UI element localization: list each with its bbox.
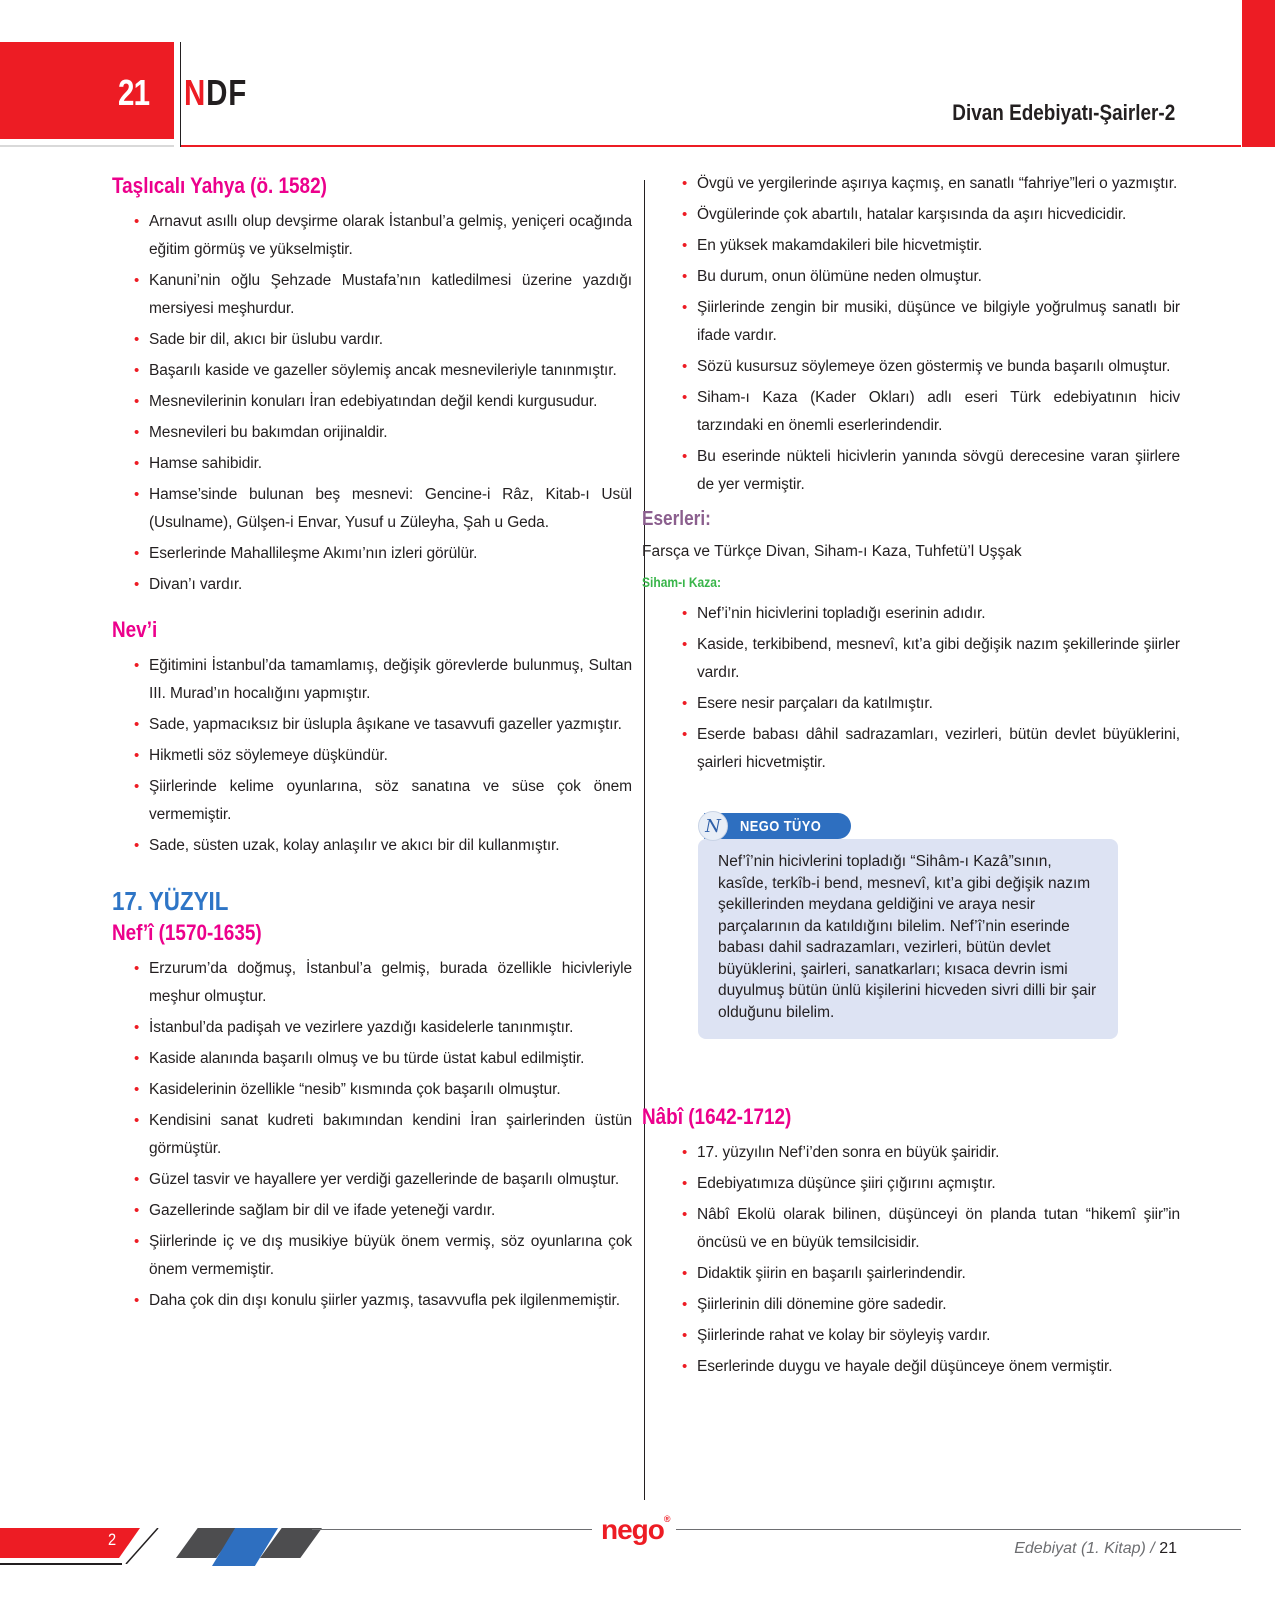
list-item	[682, 353, 1180, 381]
list-item-text: Şiirlerinde iç ve dış musikiye büyük önem vermiş, söz oyunlarına çok önem vermemiştir.	[149, 1233, 632, 1278]
list-item-text: Nef’i’nin hicivlerini topladığı eserinin adıdır.	[697, 605, 986, 622]
bullet-icon: •	[682, 1175, 688, 1192]
bullet-icon: •	[682, 389, 688, 406]
list-item	[682, 384, 1180, 440]
bullet-icon: •	[134, 455, 140, 472]
header-brand	[184, 72, 247, 114]
bullet-icon: •	[682, 605, 688, 622]
footer-slash	[120, 1528, 160, 1564]
bullet-icon: •	[682, 636, 688, 653]
nabi-list	[660, 1139, 1180, 1381]
bullet-icon: •	[134, 1171, 140, 1188]
list-item-text: Siham-ı Kaza (Kader Okları) adlı eseri Türk edebiyatının hiciv tarzındaki en önemli eserlerindendir.	[697, 389, 1180, 434]
bullet-icon: •	[682, 268, 688, 285]
bullet-icon: •	[134, 576, 140, 593]
list-item	[682, 721, 1180, 777]
bullet-icon: •	[134, 213, 140, 230]
list-item-text: Mesnevilerinin konuları İran edebiyatından değil kendi kurgusudur.	[149, 393, 598, 410]
bullet-icon: •	[134, 1233, 140, 1250]
heading-siham: Siham-ı Kaza:	[642, 574, 721, 590]
list-item	[134, 742, 632, 770]
header-divider	[180, 42, 181, 147]
list-item	[682, 600, 1180, 628]
list-item	[682, 1201, 1180, 1257]
list-item	[134, 267, 632, 323]
list-item-text: Didaktik şiirin en başarılı şairlerindendir.	[697, 1265, 966, 1282]
nego-logo-icon: N	[698, 811, 728, 841]
list-item	[134, 357, 632, 385]
footer-red-tab	[0, 1528, 140, 1558]
works-text: Farsça ve Türkçe Divan, Siham-ı Kaza, Tuhfetü’l Uşşak	[642, 543, 1022, 560]
list-item	[134, 832, 632, 860]
list-item	[682, 443, 1180, 499]
heading-yahya: Taşlıcalı Yahya (ö. 1582)	[112, 173, 327, 198]
list-item-text: Kaside alanında başarılı olmuş ve bu türde üstat kabul edilmiştir.	[149, 1050, 585, 1067]
list-item-text: Sade bir dil, akıcı bir üslubu vardır.	[149, 331, 383, 348]
list-item-text: Daha çok din dışı konulu şiirler yazmış, tasavvufla pek ilgilenmemiştir.	[149, 1292, 620, 1309]
footer-rule-left	[312, 1529, 592, 1530]
list-item-text: Övgülerinde çok abartılı, hatalar karşısında da aşırı hicvedicidir.	[697, 206, 1127, 223]
list-item-text: Hamse sahibidir.	[149, 455, 262, 472]
list-item-text: Erzurum’da doğmuş, İstanbul’a gelmiş, burada özellikle hicivleriyle meşhur olmuştur.	[149, 960, 632, 1005]
list-item	[134, 1076, 632, 1104]
bullet-icon: •	[682, 448, 688, 465]
list-item	[682, 1353, 1180, 1381]
list-item	[682, 631, 1180, 687]
list-item	[682, 1139, 1180, 1167]
list-item-text: İstanbul’da padişah ve vezirlere yazdığı kasidelerle tanınmıştır.	[149, 1019, 574, 1036]
heading-nabi: Nâbî (1642-1712)	[642, 1104, 792, 1129]
list-item	[134, 450, 632, 478]
list-item-text: Mesnevileri bu bakımdan orijinaldir.	[149, 424, 388, 441]
bullet-icon: •	[134, 778, 140, 795]
list-item-text: Hamse’sinde bulunan beş mesnevi: Gencine-i Râz, Kitab-ı Usül (Usulname), Gülşen-i Envar, Yusuf u Züleyha, Şah u Geda.	[149, 486, 632, 531]
publisher-logo	[601, 1514, 670, 1546]
heading-nevi: Nev’i	[112, 617, 158, 642]
bullet-icon: •	[682, 1144, 688, 1161]
list-item-text: Şiirlerinde zengin bir musiki, düşünce ve bilgiyle yoğrulmuş sanatlı bir ifade vardır.	[697, 299, 1180, 344]
bullet-icon: •	[134, 1050, 140, 1067]
list-item-text: Başarılı kaside ve gazeller söylemiş ancak mesnevileriyle tanınmıştır.	[149, 362, 617, 379]
list-item	[682, 1260, 1180, 1288]
list-item-text: Bu eserinde nükteli hicivlerin yanında sövgü derecesine varan şiirlere de yer vermiştir.	[697, 448, 1180, 493]
list-item	[134, 1228, 632, 1284]
publisher-logo-text: nego	[601, 1514, 664, 1545]
book-title-text: Edebiyat (1. Kitap) /	[1014, 1540, 1155, 1557]
list-item-text: Kendisini sanat kudreti bakımından kendini İran şairlerinden üstün görmüştür.	[149, 1112, 632, 1157]
bullet-icon: •	[682, 1327, 688, 1344]
bullet-icon: •	[134, 362, 140, 379]
header-underline-red	[181, 145, 1241, 147]
chapter-title: Divan Edebiyatı-Şairler-2	[952, 100, 1175, 125]
book-page-number: 21	[1159, 1540, 1177, 1557]
list-item	[682, 263, 1180, 291]
bullet-icon: •	[682, 175, 688, 192]
footer-black-line	[0, 1563, 122, 1565]
list-item-text: Arnavut asıllı olup devşirme olarak İstanbul’a gelmiş, yeniçeri ocağında eğitim görmüş ve yükselmiştir.	[149, 213, 632, 258]
header-red-tab	[1242, 0, 1275, 147]
bullet-icon: •	[134, 1081, 140, 1098]
nefi-continued-list	[660, 170, 1180, 499]
nevi-list	[112, 652, 632, 860]
list-item-text: Gazellerinde sağlam bir dil ve ifade yeteneği vardır.	[149, 1202, 496, 1219]
bullet-icon: •	[682, 1358, 688, 1375]
bullet-icon: •	[134, 837, 140, 854]
list-item-text: Kanuni’nin oğlu Şehzade Mustafa’nın katledilmesi üzerine yazdığı mersiyesi meşhurdur.	[149, 272, 632, 317]
right-column	[642, 170, 1180, 1384]
list-item	[134, 388, 632, 416]
list-item-text: Eğitimini İstanbul’da tamamlamış, değişik görevlerde bulunmuş, Sultan III. Murad’ın hocalığını yapmıştır.	[149, 657, 632, 702]
bullet-icon: •	[682, 206, 688, 223]
list-item	[134, 955, 632, 1011]
list-item	[134, 481, 632, 537]
list-item	[682, 170, 1180, 198]
bullet-icon: •	[134, 272, 140, 289]
list-item	[134, 1287, 632, 1315]
list-item-text: 17. yüzyılın Nef’i’den sonra en büyük şairidir.	[697, 1144, 1000, 1161]
list-item	[134, 711, 632, 739]
list-item	[134, 540, 632, 568]
column-divider	[644, 180, 645, 1500]
list-item-text: Kaside, terkibibend, mesnevî, kıt’a gibi değişik nazım şekillerinde şiirler vardır.	[697, 636, 1180, 681]
list-item-text: Eserlerinde Mahallileşme Akımı’nın izleri görülür.	[149, 545, 478, 562]
list-item-text: Övgü ve yergilerinde aşırıya kaçmış, en sanatlı “fahriye”leri o yazmıştır.	[697, 175, 1178, 192]
tip-badge	[704, 813, 851, 839]
heading-works: Eserleri:	[642, 508, 711, 530]
list-item-text: Hikmetli söz söylemeye düşkündür.	[149, 747, 388, 764]
list-item-text: Sözü kusursuz söylemeye özen göstermiş ve bunda başarılı olmuştur.	[697, 358, 1171, 375]
bullet-icon: •	[134, 747, 140, 764]
bullet-icon: •	[682, 1265, 688, 1282]
list-item	[682, 201, 1180, 229]
yahya-list	[112, 208, 632, 599]
bullet-icon: •	[134, 331, 140, 348]
bullet-icon: •	[682, 358, 688, 375]
bullet-icon: •	[682, 1296, 688, 1313]
footer-rule-right	[676, 1529, 1241, 1530]
list-item	[134, 1014, 632, 1042]
list-item-text: Nâbî Ekolü olarak bilinen, düşünceyi ön planda tutan “hikemî şiir”in öncüsü ve en büyük temsilcisidir.	[697, 1206, 1180, 1251]
list-item	[682, 232, 1180, 260]
bullet-icon: •	[134, 716, 140, 733]
bullet-icon: •	[134, 960, 140, 977]
list-item	[682, 690, 1180, 718]
tip-box	[698, 813, 1118, 1039]
bullet-icon: •	[682, 726, 688, 743]
list-item	[134, 419, 632, 447]
bullet-icon: •	[134, 424, 140, 441]
list-item	[134, 571, 632, 599]
bullet-icon: •	[134, 486, 140, 503]
list-item-text: Esere nesir parçaları da katılmıştır.	[697, 695, 933, 712]
list-item-text: Şiirlerinde rahat ve kolay bir söyleyiş vardır.	[697, 1327, 991, 1344]
header-underline-gray	[0, 145, 174, 147]
header-page-number: 21	[118, 72, 150, 113]
list-item	[682, 1322, 1180, 1350]
list-item-text: Sade, yapmacıksız bir üslupla âşıkane ve tasavvufi gazeller yazmıştır.	[149, 716, 622, 733]
siham-list	[660, 600, 1180, 777]
list-item-text: Şiirlerinin dili dönemine göre sadedir.	[697, 1296, 947, 1313]
bullet-icon: •	[134, 545, 140, 562]
footer-page-number: 2	[108, 1530, 117, 1549]
list-item	[682, 1170, 1180, 1198]
tip-text: Nef’î’nin hicivlerini topladığı “Sihâm-ı Kazâ”sının, kasîde, terkîb-i bend, mesnevî, kıt’a gibi değişik nazım şekillerinden meydana geldiğini ve araya nesir parçalarının da katıldığını bilelim. Nef’î’nin eserinde babası dahil sadrazamları, vezirleri, bütün devlet büyüklerini, şairleri, sanatkarları; kısaca devrin ismi duyulmuş bütün ünlü kişilerini hicveden sivri dilli bir şair olduğunu bilelim.	[698, 839, 1118, 1039]
bullet-icon: •	[682, 1206, 688, 1223]
nefi-list	[112, 955, 632, 1315]
list-item	[134, 652, 632, 708]
bullet-icon: •	[134, 1202, 140, 1219]
bullet-icon: •	[134, 657, 140, 674]
heading-century: 17. YÜZYIL	[112, 886, 229, 916]
list-item-text: En yüksek makamdakileri bile hicvetmiştir.	[697, 237, 983, 254]
footer-book-title	[1014, 1540, 1177, 1558]
list-item-text: Sade, süsten uzak, kolay anlaşılır ve akıcı bir dil kullanmıştır.	[149, 837, 560, 854]
bullet-icon: •	[134, 1112, 140, 1129]
list-item-text: Güzel tasvir ve hayallere yer verdiği gazellerinde de başarılı olmuştur.	[149, 1171, 620, 1188]
list-item-text: Divan’ı vardır.	[149, 576, 243, 593]
list-item	[134, 1166, 632, 1194]
list-item	[682, 1291, 1180, 1319]
bullet-icon: •	[682, 299, 688, 316]
registered-mark: ®	[663, 1514, 670, 1524]
list-item-text: Edebiyatımıza düşünce şiiri çığırını açmıştır.	[697, 1175, 996, 1192]
list-item	[134, 208, 632, 264]
bullet-icon: •	[134, 1292, 140, 1309]
list-item	[134, 1045, 632, 1073]
heading-nefi: Nef’î (1570-1635)	[112, 920, 262, 945]
bullet-icon: •	[682, 695, 688, 712]
list-item	[134, 773, 632, 829]
list-item	[134, 1107, 632, 1163]
list-item-text: Bu durum, onun ölümüne neden olmuştur.	[697, 268, 982, 285]
brand-df: DF	[206, 72, 248, 113]
list-item	[134, 326, 632, 354]
bullet-icon: •	[134, 393, 140, 410]
list-item-text: Kasidelerinin özellikle “nesib” kısmında çok başarılı olmuştur.	[149, 1081, 561, 1098]
brand-n: N	[184, 72, 207, 113]
list-item-text: Şiirlerinde kelime oyunlarına, söz sanatına ve süse çok önem vermemiştir.	[149, 778, 632, 823]
list-item-text: Eserde babası dâhil sadrazamları, vezirleri, bütün devlet büyüklerini, şairleri hicvetmiştir.	[697, 726, 1180, 771]
list-item	[134, 1197, 632, 1225]
tip-label: NEGO TÜYO	[740, 817, 822, 835]
left-column	[112, 172, 632, 1318]
list-item	[682, 294, 1180, 350]
list-item-text: Eserlerinde duygu ve hayale değil düşünceye önem vermiştir.	[697, 1358, 1113, 1375]
bullet-icon: •	[682, 237, 688, 254]
bullet-icon: •	[134, 1019, 140, 1036]
